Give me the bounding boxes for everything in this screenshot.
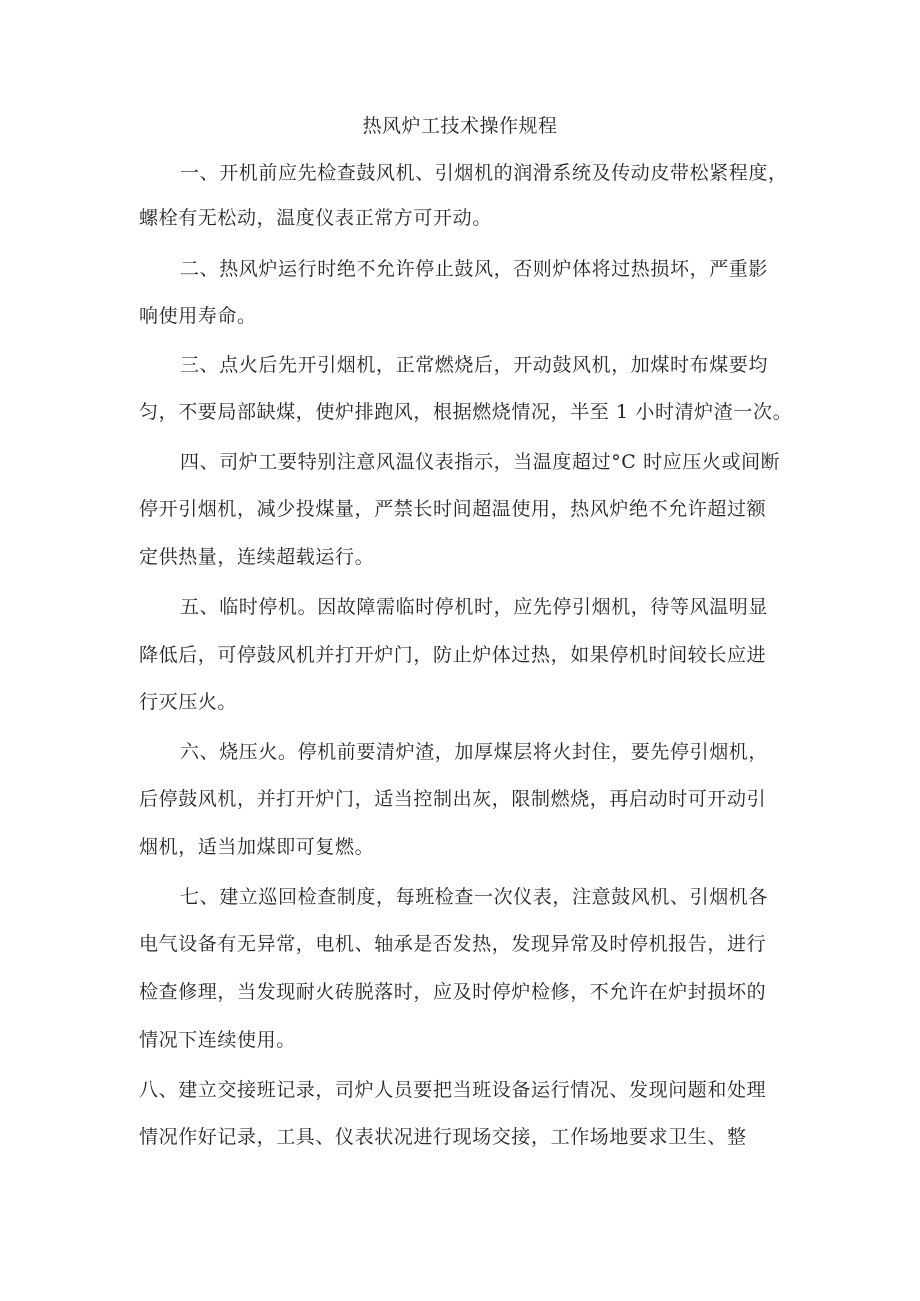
section-5-line-1: 五、临时停机。因故障需临时停机时，应先停引烟机，待等风温明显 [180,596,769,618]
section-3-line-1: 三、点火后先开引烟机，正常燃烧后，开动鼓风机，加煤时布煤要均 [180,354,769,376]
section-5-line-2: 降低后，可停鼓风机并打开炉门，防止炉体过热，如果停机时间较长应进 [139,644,767,666]
section-4-line-3: 定供热量，连续超载运行。 [139,546,375,568]
section-2-line-1: 二、热风炉运行时绝不允许停止鼓风，否则炉体将过热损坏，严重影 [180,258,769,280]
section-6-line-1: 六、烧压火。停机前要清炉渣，加厚煤层将火封住，要先停引烟机， [180,741,769,763]
section-5-line-3: 行灭压火。 [139,691,238,713]
section-8-line-1: 八、建立交接班记录，司炉人员要把当班设备运行情况、发现问题和处理 [139,1079,767,1101]
section-6-line-2: 后停鼓风机，并打开炉门，适当控制出灰，限制燃烧，再启动时可开动引 [139,788,767,810]
section-3-line-2: 匀，不要局部缺煤，使炉排跑风，根据燃烧情况，半至 1 小时清炉渣一次。 [139,401,793,423]
section-6-line-3: 烟机，适当加煤即可复燃。 [139,836,375,858]
section-1-line-1: 一、开机前应先检查鼓风机、引烟机的润滑系统及传动皮带松紧程度， [180,162,788,184]
section-2-line-2: 响使用寿命。 [139,305,257,327]
section-4-line-2: 停开引烟机，减少投煤量，严禁长时间超温使用，热风炉绝不允许超过额 [139,498,767,520]
section-7-line-4: 情况下连续使用。 [139,1029,296,1051]
section-7-line-2: 电气设备有无异常，电机、轴承是否发热，发现异常及时停机报告，进行 [139,933,767,955]
section-7-line-1: 七、建立巡回检查制度，每班检查一次仪表，注意鼓风机、引烟机各 [180,886,769,908]
document-title: 热风炉工技术操作规程 [362,115,558,137]
section-1-line-2: 螺栓有无松动，温度仪表正常方可开动。 [139,207,492,229]
section-7-line-3: 检查修理，当发现耐火砖脱落时，应及时停炉检修，不允许在炉封损坏的 [139,981,767,1003]
section-8-line-2: 情况作好记录，工具、仪表状况进行现场交接，工作场地要求卫生、整 [139,1126,747,1148]
section-4-line-1: 四、司炉工要特别注意风温仪表指示，当温度超过°C 时应压火或间断 [180,451,781,473]
